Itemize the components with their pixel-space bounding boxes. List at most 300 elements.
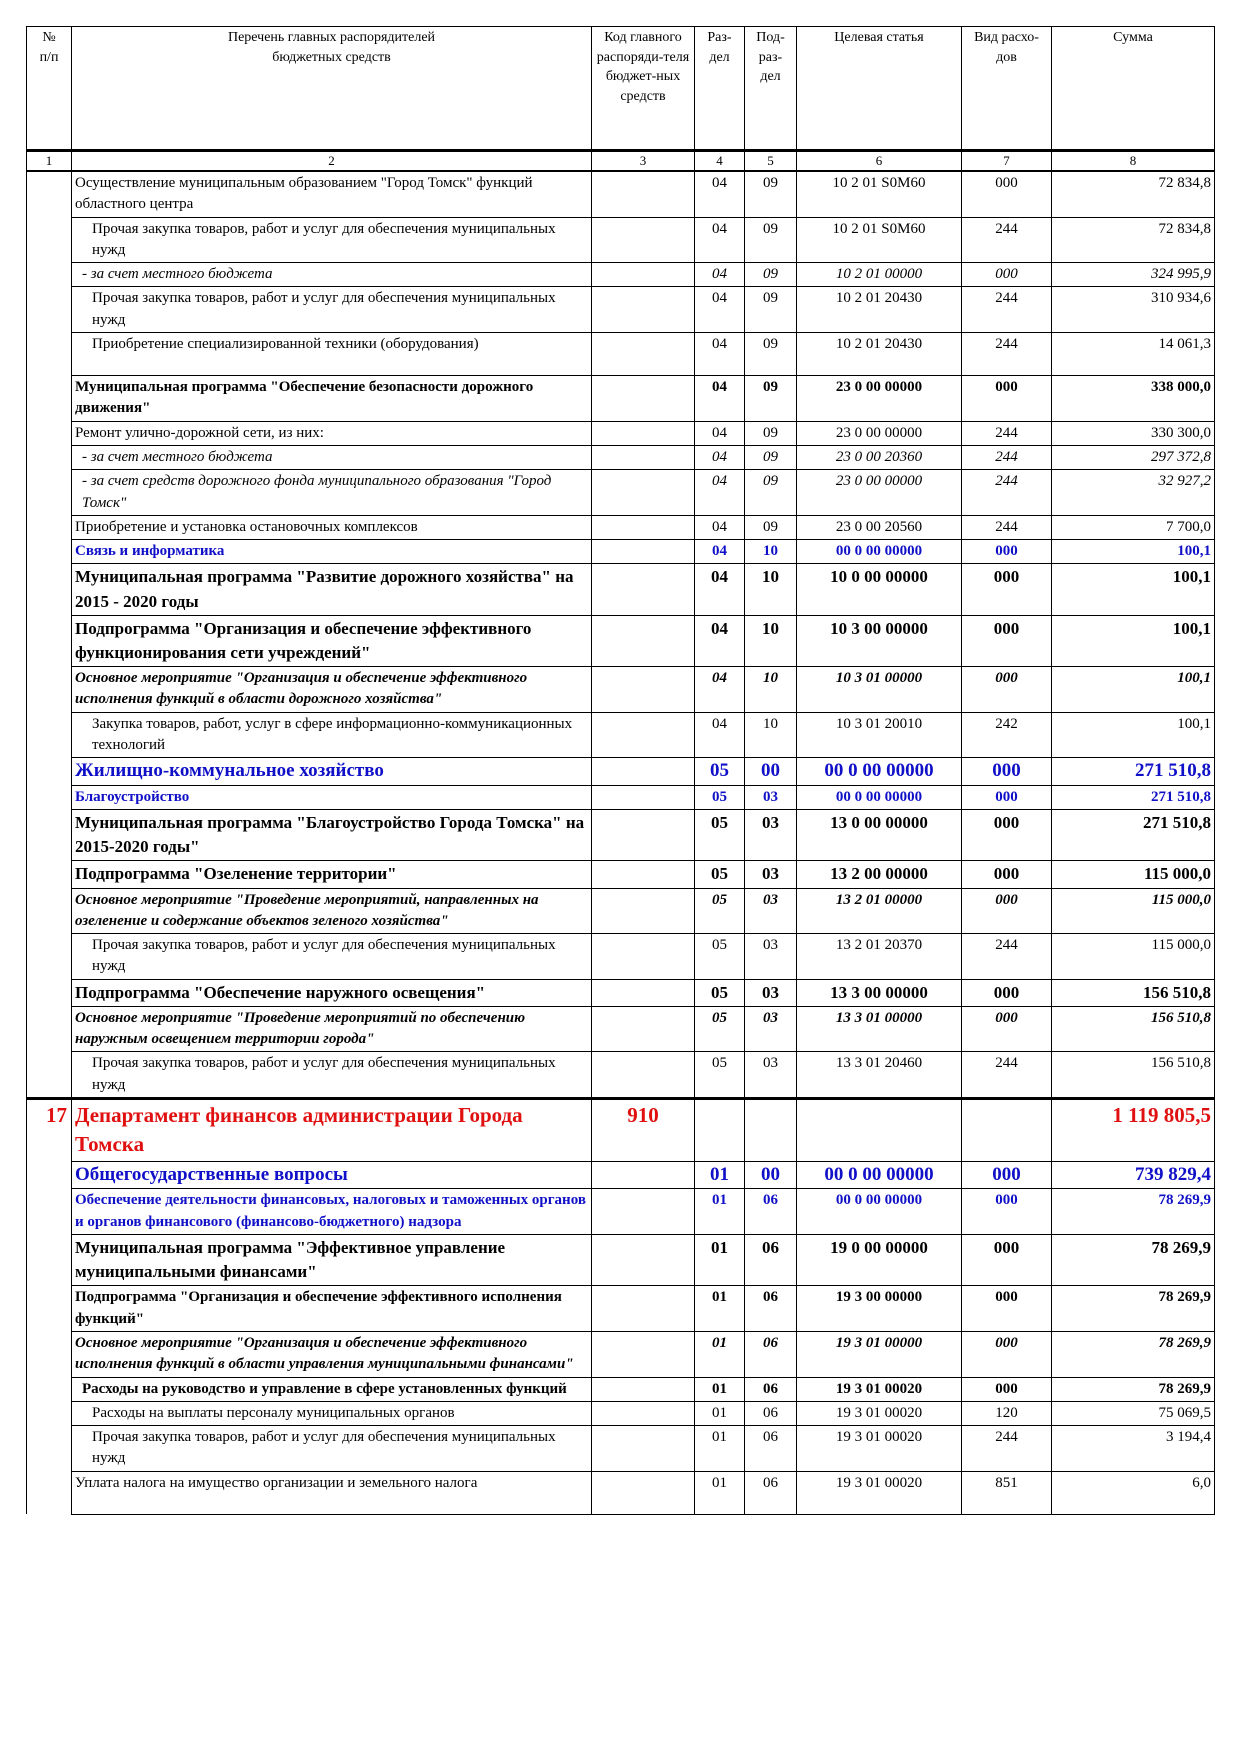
table-row bbox=[27, 540, 1215, 564]
row-podrazdel: 09 bbox=[745, 217, 797, 263]
row-target: 23 0 00 00000 bbox=[797, 421, 962, 445]
row-number bbox=[27, 666, 72, 712]
table-row bbox=[27, 1189, 1215, 1235]
row-sum: 7 700,0 bbox=[1052, 515, 1215, 539]
row-podrazdel: 00 bbox=[745, 1161, 797, 1189]
row-razdel: 01 bbox=[695, 1189, 745, 1235]
row-vid: 244 bbox=[962, 421, 1052, 445]
row-vid: 244 bbox=[962, 470, 1052, 516]
row-sum: 100,1 bbox=[1052, 615, 1215, 666]
table-row bbox=[27, 861, 1215, 888]
row-target: 13 3 01 00000 bbox=[797, 1006, 962, 1052]
table-row bbox=[27, 1006, 1215, 1052]
table-row bbox=[27, 564, 1215, 615]
row-vid: 000 bbox=[962, 615, 1052, 666]
budget-document bbox=[26, 26, 1214, 1515]
table-row bbox=[27, 1426, 1215, 1472]
row-name: Муниципальная программа "Обеспечение безопасности дорожного движения" bbox=[72, 376, 592, 422]
row-name: Расходы на руководство и управление в сфере установленных функций bbox=[72, 1377, 592, 1401]
row-vid bbox=[962, 1099, 1052, 1162]
row-sum: 271 510,8 bbox=[1052, 758, 1215, 786]
row-razdel: 04 bbox=[695, 376, 745, 422]
row-sum: 156 510,8 bbox=[1052, 979, 1215, 1006]
row-sum: 100,1 bbox=[1052, 666, 1215, 712]
row-vid: 000 bbox=[962, 1331, 1052, 1377]
row-podrazdel: 09 bbox=[745, 171, 797, 217]
row-vid: 244 bbox=[962, 1426, 1052, 1472]
row-podrazdel: 10 bbox=[745, 712, 797, 758]
row-sum: 6,0 bbox=[1052, 1471, 1215, 1514]
row-name: Прочая закупка товаров, работ и услуг для обеспечения муниципальных нужд bbox=[72, 287, 592, 333]
row-number bbox=[27, 333, 72, 376]
table-row bbox=[27, 934, 1215, 980]
row-sum: 271 510,8 bbox=[1052, 810, 1215, 861]
row-name: Общегосударственные вопросы bbox=[72, 1161, 592, 1189]
row-number bbox=[27, 515, 72, 539]
table-row bbox=[27, 171, 1215, 217]
row-razdel: 04 bbox=[695, 217, 745, 263]
row-code bbox=[592, 445, 695, 469]
row-podrazdel: 09 bbox=[745, 445, 797, 469]
col-number-4: 4 bbox=[695, 151, 745, 172]
row-podrazdel: 10 bbox=[745, 564, 797, 615]
row-sum: 32 927,2 bbox=[1052, 470, 1215, 516]
row-code bbox=[592, 666, 695, 712]
row-target: 10 2 01 20430 bbox=[797, 333, 962, 376]
row-sum: 115 000,0 bbox=[1052, 861, 1215, 888]
row-podrazdel: 06 bbox=[745, 1401, 797, 1425]
row-target: 19 3 00 00000 bbox=[797, 1286, 962, 1332]
row-razdel: 05 bbox=[695, 785, 745, 809]
row-code: 910 bbox=[592, 1099, 695, 1162]
table-row bbox=[27, 1099, 1215, 1162]
row-podrazdel: 03 bbox=[745, 888, 797, 934]
row-vid: 244 bbox=[962, 333, 1052, 376]
row-sum: 78 269,9 bbox=[1052, 1286, 1215, 1332]
col-number-3: 3 bbox=[592, 151, 695, 172]
row-target: 10 3 01 20010 bbox=[797, 712, 962, 758]
row-sum: 75 069,5 bbox=[1052, 1401, 1215, 1425]
row-podrazdel: 03 bbox=[745, 785, 797, 809]
row-razdel: 01 bbox=[695, 1235, 745, 1286]
row-name: Основное мероприятие "Организация и обеспечение эффективного исполнения функций в области управления муниципальными финансами" bbox=[72, 1331, 592, 1377]
row-name: Приобретение специализированной техники (оборудования) bbox=[72, 333, 592, 376]
row-number bbox=[27, 421, 72, 445]
row-razdel: 04 bbox=[695, 615, 745, 666]
table-row bbox=[27, 1235, 1215, 1286]
row-razdel: 04 bbox=[695, 333, 745, 376]
row-razdel: 04 bbox=[695, 564, 745, 615]
row-name: Подпрограмма "Организация и обеспечение эффективного исполнения функций" bbox=[72, 1286, 592, 1332]
header-number: № п/п bbox=[27, 27, 72, 151]
row-number bbox=[27, 217, 72, 263]
row-vid: 000 bbox=[962, 1189, 1052, 1235]
row-sum: 78 269,9 bbox=[1052, 1331, 1215, 1377]
row-vid: 000 bbox=[962, 1377, 1052, 1401]
row-podrazdel: 09 bbox=[745, 333, 797, 376]
row-name: Подпрограмма "Организация и обеспечение эффективного функционирования сети учреждений" bbox=[72, 615, 592, 666]
row-name: Осуществление муниципальным образованием "Город Томск" функций областного центра bbox=[72, 171, 592, 217]
row-vid: 244 bbox=[962, 1052, 1052, 1099]
row-code bbox=[592, 810, 695, 861]
row-number bbox=[27, 1161, 72, 1189]
row-podrazdel: 03 bbox=[745, 861, 797, 888]
row-target: 13 0 00 00000 bbox=[797, 810, 962, 861]
row-target: 19 3 01 00020 bbox=[797, 1401, 962, 1425]
row-razdel: 04 bbox=[695, 712, 745, 758]
row-sum: 72 834,8 bbox=[1052, 171, 1215, 217]
table-row bbox=[27, 470, 1215, 516]
row-target bbox=[797, 1099, 962, 1162]
row-name: Обеспечение деятельности финансовых, налоговых и таможенных органов и органов финансового (финансово-бюджетного) надзора bbox=[72, 1189, 592, 1235]
header-razdel: Раз- дел bbox=[695, 27, 745, 151]
row-name: Прочая закупка товаров, работ и услуг для обеспечения муниципальных нужд bbox=[72, 217, 592, 263]
row-number bbox=[27, 1235, 72, 1286]
row-target: 19 3 01 00000 bbox=[797, 1331, 962, 1377]
row-sum: 310 934,6 bbox=[1052, 287, 1215, 333]
row-razdel: 05 bbox=[695, 1006, 745, 1052]
row-vid: 000 bbox=[962, 376, 1052, 422]
row-name: Муниципальная программа "Эффективное управление муниципальными финансами" bbox=[72, 1235, 592, 1286]
row-name: Основное мероприятие "Проведение мероприятий по обеспечению наружным освещением территории города" bbox=[72, 1006, 592, 1052]
row-podrazdel: 03 bbox=[745, 979, 797, 1006]
row-vid: 000 bbox=[962, 979, 1052, 1006]
row-name: Связь и информатика bbox=[72, 540, 592, 564]
row-number bbox=[27, 712, 72, 758]
row-vid: 244 bbox=[962, 934, 1052, 980]
row-podrazdel: 09 bbox=[745, 515, 797, 539]
header-vid: Вид расхо- дов bbox=[962, 27, 1052, 151]
table-row bbox=[27, 758, 1215, 786]
row-vid: 244 bbox=[962, 445, 1052, 469]
header-target: Целевая статья bbox=[797, 27, 962, 151]
row-code bbox=[592, 376, 695, 422]
row-number bbox=[27, 1006, 72, 1052]
row-podrazdel: 03 bbox=[745, 934, 797, 980]
row-code bbox=[592, 712, 695, 758]
row-target: 10 2 01 S0M60 bbox=[797, 217, 962, 263]
row-number bbox=[27, 470, 72, 516]
table-row bbox=[27, 421, 1215, 445]
row-name: Основное мероприятие "Организация и обеспечение эффективного исполнения функций в области дорожного хозяйства" bbox=[72, 666, 592, 712]
row-vid: 000 bbox=[962, 666, 1052, 712]
row-name: Ремонт улично-дорожной сети, из них: bbox=[72, 421, 592, 445]
row-name: Подпрограмма "Озеленение территории" bbox=[72, 861, 592, 888]
row-target: 13 3 01 20460 bbox=[797, 1052, 962, 1099]
row-target: 13 2 01 20370 bbox=[797, 934, 962, 980]
row-target: 23 0 00 00000 bbox=[797, 376, 962, 422]
row-name: Муниципальная программа "Благоустройство Города Томска" на 2015-2020 годы" bbox=[72, 810, 592, 861]
col-number-6: 6 bbox=[797, 151, 962, 172]
row-vid: 244 bbox=[962, 287, 1052, 333]
row-name: Муниципальная программа "Развитие дорожного хозяйства" на 2015 - 2020 годы bbox=[72, 564, 592, 615]
row-code bbox=[592, 758, 695, 786]
row-vid: 000 bbox=[962, 564, 1052, 615]
row-code bbox=[592, 1471, 695, 1514]
row-razdel: 04 bbox=[695, 470, 745, 516]
row-number bbox=[27, 1377, 72, 1401]
row-sum: 115 000,0 bbox=[1052, 934, 1215, 980]
row-vid: 000 bbox=[962, 263, 1052, 287]
row-podrazdel: 00 bbox=[745, 758, 797, 786]
row-code bbox=[592, 1286, 695, 1332]
row-code bbox=[592, 1006, 695, 1052]
row-code bbox=[592, 333, 695, 376]
row-code bbox=[592, 979, 695, 1006]
row-razdel: 04 bbox=[695, 540, 745, 564]
row-vid: 000 bbox=[962, 861, 1052, 888]
row-code bbox=[592, 861, 695, 888]
row-code bbox=[592, 1426, 695, 1472]
row-target: 19 0 00 00000 bbox=[797, 1235, 962, 1286]
row-sum: 324 995,9 bbox=[1052, 263, 1215, 287]
row-sum: 739 829,4 bbox=[1052, 1161, 1215, 1189]
row-vid: 244 bbox=[962, 515, 1052, 539]
row-number: 17 bbox=[27, 1099, 72, 1162]
row-vid: 000 bbox=[962, 171, 1052, 217]
row-code bbox=[592, 785, 695, 809]
row-number bbox=[27, 979, 72, 1006]
row-code bbox=[592, 888, 695, 934]
table-row bbox=[27, 1331, 1215, 1377]
row-code bbox=[592, 1331, 695, 1377]
row-razdel: 01 bbox=[695, 1286, 745, 1332]
row-target: 23 0 00 20360 bbox=[797, 445, 962, 469]
row-sum: 1 119 805,5 bbox=[1052, 1099, 1215, 1162]
row-target: 10 2 01 00000 bbox=[797, 263, 962, 287]
row-target: 10 2 01 20430 bbox=[797, 287, 962, 333]
row-podrazdel: 09 bbox=[745, 287, 797, 333]
row-target: 19 3 01 00020 bbox=[797, 1426, 962, 1472]
row-vid: 244 bbox=[962, 217, 1052, 263]
row-number bbox=[27, 1401, 72, 1425]
row-podrazdel: 10 bbox=[745, 666, 797, 712]
row-name: Подпрограмма "Обеспечение наружного освещения" bbox=[72, 979, 592, 1006]
row-number bbox=[27, 376, 72, 422]
row-razdel: 05 bbox=[695, 934, 745, 980]
row-name: Закупка товаров, работ, услуг в сфере информационно-коммуникационных технологий bbox=[72, 712, 592, 758]
col-number-2: 2 bbox=[72, 151, 592, 172]
row-number bbox=[27, 445, 72, 469]
row-code bbox=[592, 1052, 695, 1099]
row-razdel: 04 bbox=[695, 445, 745, 469]
row-number bbox=[27, 540, 72, 564]
row-podrazdel: 06 bbox=[745, 1331, 797, 1377]
row-number bbox=[27, 1331, 72, 1377]
row-vid: 000 bbox=[962, 1161, 1052, 1189]
row-number bbox=[27, 171, 72, 217]
row-podrazdel: 03 bbox=[745, 810, 797, 861]
row-sum: 156 510,8 bbox=[1052, 1052, 1215, 1099]
row-target: 00 0 00 00000 bbox=[797, 540, 962, 564]
row-razdel: 01 bbox=[695, 1426, 745, 1472]
row-number bbox=[27, 785, 72, 809]
header-podrazdel: Под- раз- дел bbox=[745, 27, 797, 151]
table-row bbox=[27, 810, 1215, 861]
row-code bbox=[592, 217, 695, 263]
row-target: 13 2 00 00000 bbox=[797, 861, 962, 888]
row-razdel: 01 bbox=[695, 1401, 745, 1425]
row-razdel: 05 bbox=[695, 888, 745, 934]
row-sum: 115 000,0 bbox=[1052, 888, 1215, 934]
row-code bbox=[592, 515, 695, 539]
row-razdel: 01 bbox=[695, 1471, 745, 1514]
table-row bbox=[27, 217, 1215, 263]
row-target: 00 0 00 00000 bbox=[797, 785, 962, 809]
row-target: 23 0 00 00000 bbox=[797, 470, 962, 516]
row-sum: 14 061,3 bbox=[1052, 333, 1215, 376]
row-name: Прочая закупка товаров, работ и услуг для обеспечения муниципальных нужд bbox=[72, 1052, 592, 1099]
row-number bbox=[27, 1286, 72, 1332]
row-sum: 78 269,9 bbox=[1052, 1235, 1215, 1286]
table-row bbox=[27, 979, 1215, 1006]
row-razdel: 05 bbox=[695, 861, 745, 888]
row-sum: 330 300,0 bbox=[1052, 421, 1215, 445]
row-name: Расходы на выплаты персоналу муниципальных органов bbox=[72, 1401, 592, 1425]
row-razdel: 04 bbox=[695, 666, 745, 712]
table-row bbox=[27, 615, 1215, 666]
row-sum: 3 194,4 bbox=[1052, 1426, 1215, 1472]
row-podrazdel: 06 bbox=[745, 1286, 797, 1332]
row-target: 19 3 01 00020 bbox=[797, 1377, 962, 1401]
row-code bbox=[592, 1235, 695, 1286]
row-target: 10 2 01 S0M60 bbox=[797, 171, 962, 217]
row-code bbox=[592, 421, 695, 445]
table-row bbox=[27, 376, 1215, 422]
row-podrazdel: 06 bbox=[745, 1189, 797, 1235]
row-podrazdel: 06 bbox=[745, 1426, 797, 1472]
table-row bbox=[27, 1471, 1215, 1514]
row-razdel: 04 bbox=[695, 287, 745, 333]
row-podrazdel bbox=[745, 1099, 797, 1162]
row-number bbox=[27, 861, 72, 888]
row-podrazdel: 09 bbox=[745, 376, 797, 422]
row-number bbox=[27, 888, 72, 934]
row-name: Прочая закупка товаров, работ и услуг для обеспечения муниципальных нужд bbox=[72, 934, 592, 980]
row-code bbox=[592, 1189, 695, 1235]
row-target: 10 0 00 00000 bbox=[797, 564, 962, 615]
col-number-5: 5 bbox=[745, 151, 797, 172]
row-number bbox=[27, 934, 72, 980]
row-code bbox=[592, 287, 695, 333]
row-razdel: 04 bbox=[695, 421, 745, 445]
row-target: 23 0 00 20560 bbox=[797, 515, 962, 539]
row-name: Благоустройство bbox=[72, 785, 592, 809]
row-podrazdel: 10 bbox=[745, 540, 797, 564]
table-body bbox=[27, 171, 1215, 1514]
table-row bbox=[27, 445, 1215, 469]
row-name: Приобретение и установка остановочных комплексов bbox=[72, 515, 592, 539]
row-name: Департамент финансов администрации Города Томска bbox=[72, 1099, 592, 1162]
row-number bbox=[27, 1189, 72, 1235]
row-code bbox=[592, 1161, 695, 1189]
table-row bbox=[27, 712, 1215, 758]
row-number bbox=[27, 758, 72, 786]
table-row bbox=[27, 666, 1215, 712]
row-number bbox=[27, 615, 72, 666]
row-target: 10 3 00 00000 bbox=[797, 615, 962, 666]
row-code bbox=[592, 540, 695, 564]
row-vid: 000 bbox=[962, 888, 1052, 934]
table-row bbox=[27, 287, 1215, 333]
row-razdel: 05 bbox=[695, 979, 745, 1006]
row-sum: 271 510,8 bbox=[1052, 785, 1215, 809]
row-number bbox=[27, 564, 72, 615]
row-sum: 338 000,0 bbox=[1052, 376, 1215, 422]
row-razdel: 04 bbox=[695, 263, 745, 287]
table-row bbox=[27, 785, 1215, 809]
row-name: - за счет местного бюджета bbox=[72, 445, 592, 469]
row-razdel bbox=[695, 1099, 745, 1162]
row-podrazdel: 06 bbox=[745, 1377, 797, 1401]
row-number bbox=[27, 263, 72, 287]
table-row bbox=[27, 888, 1215, 934]
row-sum: 78 269,9 bbox=[1052, 1377, 1215, 1401]
row-vid: 000 bbox=[962, 1235, 1052, 1286]
row-target: 00 0 00 00000 bbox=[797, 758, 962, 786]
row-razdel: 05 bbox=[695, 810, 745, 861]
row-vid: 000 bbox=[962, 758, 1052, 786]
row-code bbox=[592, 263, 695, 287]
row-code bbox=[592, 615, 695, 666]
row-vid: 851 bbox=[962, 1471, 1052, 1514]
table-header bbox=[27, 27, 1215, 172]
row-vid: 120 bbox=[962, 1401, 1052, 1425]
row-target: 00 0 00 00000 bbox=[797, 1189, 962, 1235]
table-row bbox=[27, 1161, 1215, 1189]
row-sum: 156 510,8 bbox=[1052, 1006, 1215, 1052]
table-row bbox=[27, 1377, 1215, 1401]
row-code bbox=[592, 470, 695, 516]
row-target: 13 2 01 00000 bbox=[797, 888, 962, 934]
row-sum: 78 269,9 bbox=[1052, 1189, 1215, 1235]
row-sum: 297 372,8 bbox=[1052, 445, 1215, 469]
row-razdel: 01 bbox=[695, 1377, 745, 1401]
row-code bbox=[592, 934, 695, 980]
row-razdel: 01 bbox=[695, 1161, 745, 1189]
row-target: 19 3 01 00020 bbox=[797, 1471, 962, 1514]
row-podrazdel: 09 bbox=[745, 263, 797, 287]
header-code: Код главного распоряди-теля бюджет-ных средств bbox=[592, 27, 695, 151]
row-code bbox=[592, 1377, 695, 1401]
col-number-1: 1 bbox=[27, 151, 72, 172]
row-target: 13 3 00 00000 bbox=[797, 979, 962, 1006]
row-number bbox=[27, 810, 72, 861]
row-number bbox=[27, 1052, 72, 1099]
row-vid: 000 bbox=[962, 1286, 1052, 1332]
row-name: - за счет средств дорожного фонда муниципального образования "Город Томск" bbox=[72, 470, 592, 516]
row-podrazdel: 06 bbox=[745, 1471, 797, 1514]
row-vid: 000 bbox=[962, 785, 1052, 809]
row-sum: 100,1 bbox=[1052, 712, 1215, 758]
table-row bbox=[27, 1401, 1215, 1425]
header-sum: Сумма bbox=[1052, 27, 1215, 151]
row-podrazdel: 03 bbox=[745, 1006, 797, 1052]
row-name: Жилищно-коммунальное хозяйство bbox=[72, 758, 592, 786]
table-row bbox=[27, 263, 1215, 287]
row-name: Уплата налога на имущество организации и земельного налога bbox=[72, 1471, 592, 1514]
row-target: 00 0 00 00000 bbox=[797, 1161, 962, 1189]
col-number-7: 7 bbox=[962, 151, 1052, 172]
header-name: Перечень главных распорядителей бюджетных средств bbox=[72, 27, 592, 151]
table-row bbox=[27, 515, 1215, 539]
row-number bbox=[27, 287, 72, 333]
row-vid: 242 bbox=[962, 712, 1052, 758]
row-podrazdel: 10 bbox=[745, 615, 797, 666]
row-razdel: 04 bbox=[695, 171, 745, 217]
row-sum: 72 834,8 bbox=[1052, 217, 1215, 263]
row-name: Основное мероприятие "Проведение мероприятий, направленных на озеленение и содержание объектов зеленого хозяйства" bbox=[72, 888, 592, 934]
